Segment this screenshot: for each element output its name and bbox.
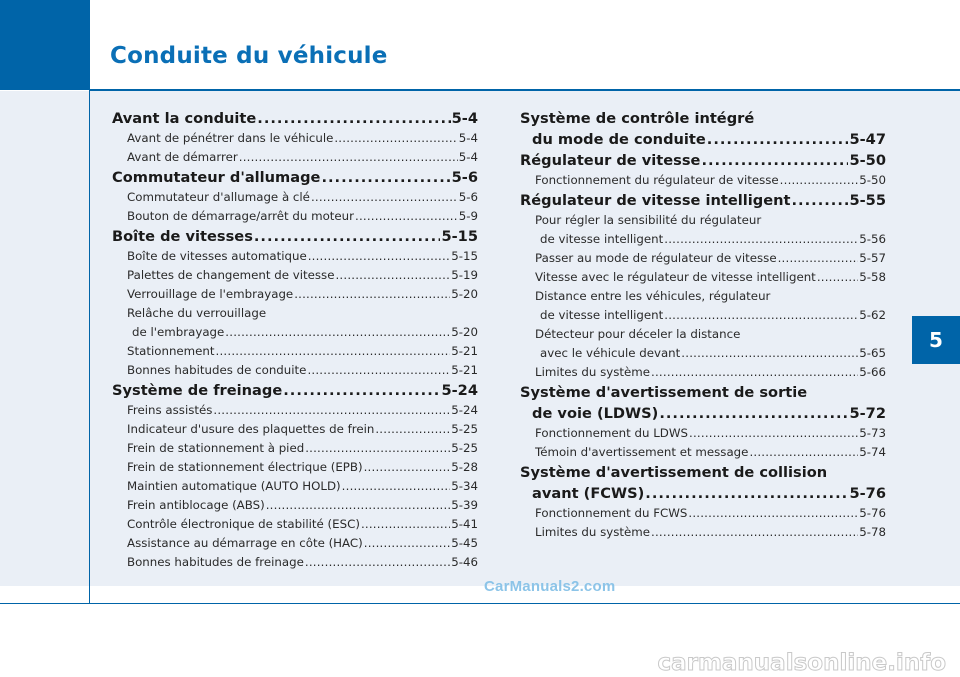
watermark-bottom-text: carmanualsonline.info [657,650,946,676]
toc-subentry[interactable]: Fonctionnement du LDWS ..... 5-73 [535,424,886,443]
toc-entry[interactable]: avant (FCWS) ..... 5-76 [520,484,886,504]
toc-entry-line[interactable]: Système d'avertissement de collision [520,464,828,481]
toc-subentry[interactable]: Limites du système ..... 5-78 [535,523,886,542]
bottom-rule [0,603,960,604]
toc-subentry[interactable]: Verrouillage de l'embrayage ..... 5-20 [127,285,478,304]
toc-subentry[interactable]: Fonctionnement du FCWS ..... 5-76 [535,504,886,523]
corner-block [0,0,90,90]
toc-subentry[interactable]: Avant de pénétrer dans le véhicule ..... 5-4 [127,129,478,148]
toc-subentry[interactable]: avec le véhicule devant ..... 5-65 [535,344,886,363]
toc-subentry-line[interactable]: Relâche du verrouillage [127,306,267,320]
toc-subentry[interactable]: Fonctionnement du régulateur de vitesse ..... 5-50 [535,171,886,190]
toc-subentry[interactable]: Freins assistés ..... 5-24 [127,401,478,420]
toc-entry[interactable]: de voie (LDWS) ..... 5-72 [520,404,886,424]
watermark-top: CarManuals2.com [484,578,616,595]
toc-entry[interactable]: du mode de conduite ..... 5-47 [520,130,886,150]
toc-subentry[interactable]: Palettes de changement de vitesse ..... 5-19 [127,266,478,285]
toc-left-column [112,108,478,572]
toc-subentry[interactable]: Vitesse avec le régulateur de vitesse intelligent ..... 5-58 [535,268,886,287]
toc-entry[interactable]: Régulateur de vitesse intelligent ..... 5-55 [520,191,886,211]
toc-subentry[interactable]: de vitesse intelligent ..... 5-56 [535,230,886,249]
toc-subentry[interactable]: Témoin d'avertissement et message ..... 5-74 [535,443,886,462]
page-title: Conduite du véhicule [110,43,388,69]
chapter-tab[interactable]: 5 [912,316,960,364]
toc-entry-line[interactable]: Système d'avertissement de sortie [520,384,808,401]
title-underline [90,89,960,91]
toc-subentry[interactable]: Passer au mode de régulateur de vitesse ..... 5-57 [535,249,886,268]
toc-subentry[interactable]: de l'embrayage ..... 5-20 [127,323,478,342]
toc-subentry[interactable]: Contrôle électronique de stabilité (ESC) ..... 5-41 [127,515,478,534]
toc-subentry[interactable]: Avant de démarrer ..... 5-4 [127,148,478,167]
toc-subentry[interactable]: de vitesse intelligent ..... 5-62 [535,306,886,325]
toc-subentry[interactable]: Frein antiblocage (ABS) ..... 5-39 [127,496,478,515]
toc-subentry[interactable]: Stationnement ..... 5-21 [127,342,478,361]
toc-subentry-line[interactable]: Détecteur pour déceler la distance [535,327,741,341]
toc-subentry[interactable]: Assistance au démarrage en côte (HAC) ..... 5-45 [127,534,478,553]
toc-subentry[interactable]: Indicateur d'usure des plaquettes de frein ..... 5-25 [127,420,478,439]
toc-subentry[interactable]: Maintien automatique (AUTO HOLD) ..... 5-34 [127,477,478,496]
toc-entry[interactable]: Boîte de vitesses ..... 5-15 [112,227,478,247]
toc-entry[interactable]: Régulateur de vitesse ..... 5-50 [520,151,886,171]
toc-subentry[interactable]: Commutateur d'allumage à clé ..... 5-6 [127,188,478,207]
toc-subentry[interactable]: Limites du système ..... 5-66 [535,363,886,382]
toc-right-column [520,108,886,542]
toc-entry[interactable]: Avant la conduite ..... 5-4 [112,109,478,129]
toc-entry-line[interactable]: Système de contrôle intégré [520,110,755,127]
toc-subentry-line[interactable]: Pour régler la sensibilité du régulateur [535,213,762,227]
toc-subentry[interactable]: Boîte de vitesses automatique ..... 5-15 [127,247,478,266]
toc-subentry[interactable]: Bonnes habitudes de conduite ..... 5-21 [127,361,478,380]
toc-entry[interactable]: Système de freinage ..... 5-24 [112,381,478,401]
toc-subentry-line[interactable]: Distance entre les véhicules, régulateur [535,289,771,303]
toc-subentry[interactable]: Frein de stationnement à pied ..... 5-25 [127,439,478,458]
toc-subentry[interactable]: Bouton de démarrage/arrêt du moteur ..... 5-9 [127,207,478,226]
toc-subentry[interactable]: Frein de stationnement électrique (EPB) ..... 5-28 [127,458,478,477]
toc-subentry[interactable]: Bonnes habitudes de freinage ..... 5-46 [127,553,478,572]
toc-entry[interactable]: Commutateur d'allumage ..... 5-6 [112,168,478,188]
